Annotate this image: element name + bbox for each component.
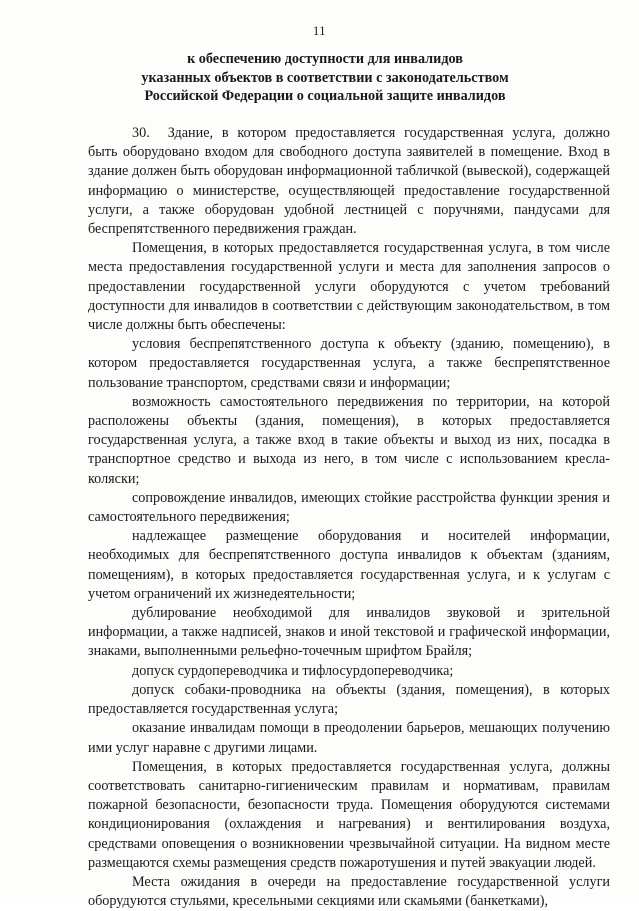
paragraph-interpreter: допуск сурдопереводчика и тифлосурдопереводчика; <box>132 662 454 679</box>
heading-line-1: к обеспечению доступности для инвалидов <box>187 51 463 67</box>
paragraph-escort: сопровождение инвалидов, имеющих стойкие расстройства функции зрения и самостоятельного передвижения; <box>88 489 610 526</box>
paragraph-conditions: условия беспрепятственного доступа к объекту (зданию, помещению), в котором предоставляется государственная услуга, а также беспрепятственное пользование транспортом, средствами связи и информации; <box>88 336 610 391</box>
paragraph-sanitary: Помещения, в которых предоставляется государственная услуга, должны соответствовать санитарно-гигиеническим правилам и нормативам, правилам пожарной безопасности, безопасности труда. Помещения оборудуются системами кондиционирования (охлаждения и нагревания) и вентилирования воздуха, средствами оповещения о возникновении чрезвычайной ситуации. На видном месте размещаются схемы размещения средств пожаротушения и путей эвакуации людей. <box>88 758 610 871</box>
heading-line-2: указанных объектов в соответствии с законодательством <box>141 69 509 86</box>
paragraph-waiting: Места ожидания в очереди на предоставление государственной услуги оборудуются стульями, кресельными секциями или скамьями (банкетками), <box>88 873 610 910</box>
paragraph-premises: Помещения, в которых предоставляется государственная услуга, в том числе места предоставления государственной услуги и места для заполнения запросов о предоставлении государственной услуги оборудуются с учетом требований доступности для инвалидов в соответствии с действующим законодательством, в том числе должны быть обеспечены: <box>88 240 610 334</box>
paragraph-30 <box>88 124 610 239</box>
body-text <box>88 124 610 911</box>
paragraph-help: оказание инвалидам помощи в преодолении барьеров, мешающих получению ими услуг наравне с другими лицами. <box>88 720 610 756</box>
paragraph-guide-dog: допуск собаки-проводника на объекты (здания, помещения), в которых предоставляется государственная услуга; <box>88 681 610 718</box>
page-number: 11 <box>312 24 327 38</box>
paragraph-placement: надлежащее размещение оборудования и носителей информации, необходимых для беспрепятственного доступа инвалидов к объектам (зданиям, помещениям), в которых предоставляется государственная услуга, и к услугам с учетом ограничений их жизнедеятельности; <box>88 528 610 602</box>
heading-line-3: Российской Федерации о социальной защите инвалидов <box>144 88 506 104</box>
paragraph-30-text: Здание, в котором предоставляется государственная услуга, должно быть оборудовано входом для свободного доступа заявителей в помещение. Вход в здание должен быть оборудован информационной табличкой (вывеской), содержащей информацию о министерстве, осуществляющей предоставление государственной услуги, а также оборудован удобной лестницей с поручнями, пандусами для беспрепятственного передвижения граждан. <box>88 125 610 238</box>
paragraph-movement: возможность самостоятельного передвижения по территории, на которой расположены объекты (здания, помещения), в которых предоставляется государственная услуга, а также вход в такие объекты и выход из них, посадка в транспортное средство и выхода из него, в том числе с использованием кресла-коляски; <box>88 393 610 487</box>
section-heading <box>40 50 610 106</box>
paragraph-number: 30. <box>132 125 150 141</box>
paragraph-duplication: дублирование необходимой для инвалидов звуковой и зрительной информации, а также надписей, знаков и иной текстовой и графической информации, знаками, выполненными рельефно-точечным шрифтом Брайля; <box>88 605 610 660</box>
